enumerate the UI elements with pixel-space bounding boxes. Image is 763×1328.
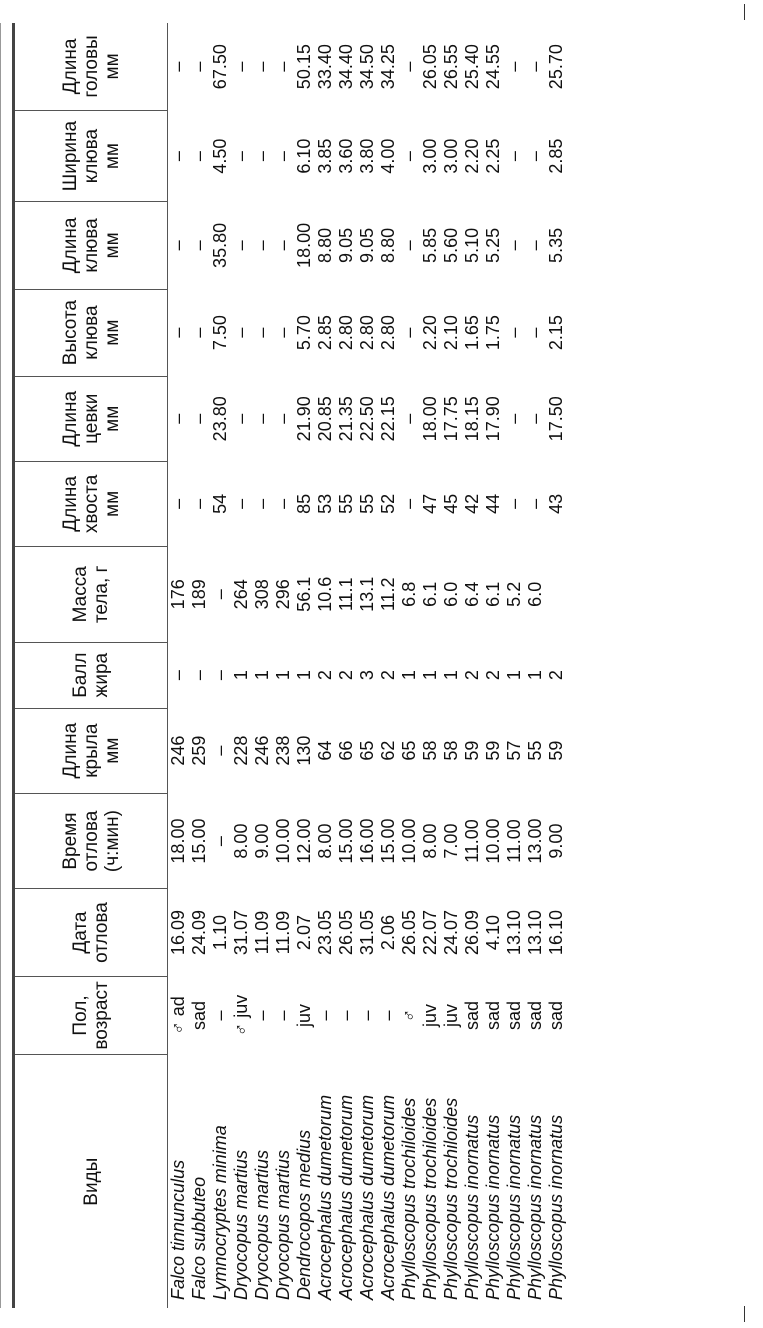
species-name-cell: Acrocephalus dumetorum: [357, 1094, 377, 1300]
species-name-cell: Dendrocopos medius: [294, 1129, 314, 1300]
value-cell: 45: [441, 493, 461, 514]
table-row: [399, 23, 420, 1308]
value-cell: sad: [546, 1000, 566, 1031]
page-edge-mark: [744, 4, 745, 20]
value-cell: –: [273, 240, 293, 251]
value-cell: –: [399, 151, 419, 162]
value-cell: 16.09: [168, 910, 188, 956]
value-cell: 2.80: [378, 315, 398, 351]
column-header: Виды: [14, 1055, 168, 1308]
column-header: Высота клюва мм: [14, 289, 168, 376]
table-row: [462, 23, 483, 1308]
value-cell: –: [525, 327, 545, 338]
species-name-cell: Phylloscopus inornatus: [504, 1114, 524, 1300]
cropped-cell: [567, 376, 581, 461]
value-cell: –: [273, 151, 293, 162]
value-cell: 17.75: [441, 396, 461, 442]
column-header: Длина головы мм: [14, 23, 168, 110]
table-row: [168, 23, 190, 1308]
value-cell: 11.2: [378, 577, 398, 612]
value-cell: –: [231, 151, 251, 162]
cropped-cell: [567, 202, 581, 289]
table-row: [420, 23, 441, 1308]
value-cell: 228: [231, 735, 251, 766]
cropped-row: [567, 23, 581, 1308]
value-cell: 25.40: [462, 44, 482, 90]
value-cell: 1: [420, 670, 440, 681]
table-row: [210, 23, 231, 1308]
value-cell: [546, 546, 567, 642]
value-cell: 1: [231, 670, 251, 681]
value-cell: 5.10: [462, 227, 482, 263]
value-cell: 3.00: [420, 138, 440, 174]
value-cell: 25.70: [546, 44, 566, 90]
value-cell: 9.00: [252, 823, 272, 859]
value-cell: 11.09: [252, 910, 272, 955]
value-cell: 24.55: [483, 44, 503, 90]
cropped-cell: [567, 708, 581, 793]
value-cell: 64: [315, 740, 335, 761]
value-cell: 15.00: [336, 818, 356, 864]
page-top-rule: [0, 23, 1, 1308]
value-cell: 53: [315, 493, 335, 514]
species-name-cell: Acrocephalus dumetorum: [336, 1094, 356, 1300]
value-cell: 1.65: [462, 315, 482, 351]
value-cell: 130: [294, 735, 314, 766]
value-cell: –: [399, 413, 419, 424]
value-cell: –: [189, 151, 209, 162]
value-cell: –: [525, 240, 545, 251]
value-cell: sad: [504, 1000, 524, 1031]
column-header: Длина крыла мм: [14, 708, 168, 793]
value-cell: 1: [441, 670, 461, 681]
value-cell: sad: [189, 1000, 209, 1031]
value-cell: 6.8: [399, 581, 419, 607]
value-cell: 1: [525, 670, 545, 681]
value-cell: 8.00: [231, 823, 251, 859]
value-cell: 15.00: [189, 818, 209, 864]
value-cell: sad: [525, 1000, 545, 1031]
value-cell: 10.6: [315, 576, 335, 612]
value-cell: 18.00: [168, 818, 188, 864]
value-cell: 22.15: [378, 396, 398, 442]
value-cell: 59: [462, 740, 482, 761]
value-cell: 259: [189, 735, 209, 766]
value-cell: –: [504, 413, 524, 424]
value-cell: 58: [420, 740, 440, 761]
value-cell: 34.50: [357, 44, 377, 90]
value-cell: 2: [462, 670, 482, 681]
value-cell: –: [399, 498, 419, 509]
value-cell: 2.20: [420, 315, 440, 351]
species-name-cell: Falco tinnunculus: [168, 1159, 188, 1300]
value-cell: 24.09: [189, 910, 209, 956]
value-cell: 8.80: [315, 227, 335, 263]
value-cell: 65: [399, 740, 419, 761]
value-cell: 67.50: [210, 44, 230, 90]
value-cell: –: [189, 670, 209, 681]
cropped-cell: [567, 23, 581, 110]
value-cell: 4.50: [210, 138, 230, 174]
value-cell: 18.15: [462, 396, 482, 442]
value-cell: ♂ ad: [168, 996, 188, 1035]
value-cell: 2: [483, 670, 503, 681]
value-cell: ♂ juv: [231, 994, 251, 1037]
value-cell: –: [189, 240, 209, 251]
value-cell: –: [504, 327, 524, 338]
value-cell: 59: [546, 740, 566, 761]
value-cell: 1: [399, 670, 419, 681]
value-cell: –: [210, 836, 230, 847]
value-cell: 47: [420, 493, 440, 514]
bird-measurements-table: [12, 23, 581, 1308]
species-name-cell: Phylloscopus trochiloides: [399, 1097, 419, 1300]
value-cell: 11.00: [462, 819, 482, 863]
cropped-cell: [567, 289, 581, 376]
value-cell: –: [252, 413, 272, 424]
value-cell: –: [504, 61, 524, 72]
value-cell: 2.15: [546, 315, 566, 351]
value-cell: 34.40: [336, 44, 356, 90]
value-cell: –: [399, 240, 419, 251]
species-name-cell: Acrocephalus dumetorum: [378, 1094, 398, 1300]
value-cell: 1: [294, 670, 314, 681]
value-cell: 13.1: [357, 576, 377, 612]
value-cell: –: [189, 413, 209, 424]
value-cell: 10.00: [483, 818, 503, 864]
value-cell: 23.80: [210, 396, 230, 442]
table-row: [504, 23, 525, 1308]
value-cell: 11.09: [273, 910, 293, 955]
value-cell: –: [189, 498, 209, 509]
value-cell: –: [231, 498, 251, 509]
value-cell: 26.55: [441, 44, 461, 90]
value-cell: 55: [525, 740, 545, 761]
value-cell: 238: [273, 735, 293, 766]
value-cell: sad: [483, 1000, 503, 1031]
value-cell: –: [168, 327, 188, 338]
value-cell: 2.10: [441, 315, 461, 351]
value-cell: 5.60: [441, 227, 461, 263]
value-cell: 6.10: [294, 138, 314, 174]
value-cell: –: [168, 670, 188, 681]
value-cell: 12.00: [294, 818, 314, 864]
value-cell: 176: [168, 579, 188, 610]
value-cell: –: [273, 1010, 293, 1021]
value-cell: 6.4: [462, 581, 482, 607]
table-row: [252, 23, 273, 1308]
value-cell: –: [168, 413, 188, 424]
value-cell: 31.05: [357, 910, 377, 956]
value-cell: 20.85: [315, 396, 335, 442]
value-cell: –: [252, 61, 272, 72]
value-cell: ♂: [399, 1008, 419, 1023]
value-cell: 1: [273, 670, 293, 681]
value-cell: 296: [273, 579, 293, 610]
value-cell: –: [189, 61, 209, 72]
value-cell: 16.00: [357, 818, 377, 864]
value-cell: 54: [210, 493, 230, 514]
value-cell: –: [525, 151, 545, 162]
cropped-cell: [567, 1055, 581, 1308]
value-cell: 2.80: [357, 315, 377, 351]
value-cell: 3: [357, 670, 377, 681]
value-cell: 13.00: [525, 818, 545, 864]
value-cell: 1.10: [210, 915, 230, 951]
column-header: Масса тела, г: [14, 546, 168, 642]
value-cell: –: [357, 1010, 377, 1021]
value-cell: –: [252, 151, 272, 162]
value-cell: 26.05: [336, 910, 356, 956]
value-cell: 59: [483, 740, 503, 761]
table-body: [168, 23, 582, 1308]
value-cell: –: [168, 151, 188, 162]
value-cell: 2: [378, 670, 398, 681]
species-name-cell: Phylloscopus trochiloides: [420, 1097, 440, 1300]
value-cell: –: [525, 498, 545, 509]
value-cell: –: [273, 413, 293, 424]
table-row: [315, 23, 336, 1308]
value-cell: 8.00: [420, 823, 440, 859]
value-cell: 2: [546, 670, 566, 681]
value-cell: 22.50: [357, 396, 377, 442]
value-cell: –: [378, 1010, 398, 1021]
table-row: [294, 23, 315, 1308]
value-cell: –: [525, 413, 545, 424]
table-header: [14, 23, 168, 1308]
value-cell: –: [504, 240, 524, 251]
column-header: Дата отлова: [14, 889, 168, 976]
value-cell: juv: [420, 1003, 440, 1027]
value-cell: 1: [252, 670, 272, 681]
value-cell: 1: [504, 670, 524, 681]
value-cell: 2.25: [483, 138, 503, 174]
value-cell: 56.1: [294, 576, 314, 612]
value-cell: 24.07: [441, 910, 461, 956]
column-header: Время отлова (ч:мин): [14, 793, 168, 889]
value-cell: 6.0: [525, 581, 545, 607]
value-cell: 57: [504, 740, 524, 761]
value-cell: 2.80: [336, 315, 356, 351]
value-cell: –: [231, 413, 251, 424]
cropped-cell: [567, 110, 581, 201]
value-cell: –: [252, 498, 272, 509]
value-cell: –: [252, 327, 272, 338]
species-name-cell: Dryocopus martius: [252, 1149, 272, 1300]
value-cell: –: [336, 1010, 356, 1021]
value-cell: 55: [357, 493, 377, 514]
table-row: [546, 23, 567, 1308]
value-cell: 11.1: [336, 577, 356, 612]
table-row: [525, 23, 546, 1308]
species-name-cell: Phylloscopus inornatus: [462, 1114, 482, 1300]
value-cell: 65: [357, 740, 377, 761]
value-cell: sad: [462, 1000, 482, 1031]
value-cell: 5.2: [504, 581, 524, 607]
species-name-cell: Lymnocryptes minima: [210, 1125, 230, 1300]
table-row: [273, 23, 294, 1308]
value-cell: 7.00: [441, 823, 461, 859]
value-cell: 264: [231, 579, 251, 610]
value-cell: 22.07: [420, 910, 440, 956]
value-cell: –: [168, 61, 188, 72]
value-cell: –: [315, 1010, 335, 1021]
value-cell: 42: [462, 493, 482, 514]
value-cell: –: [231, 61, 251, 72]
value-cell: 26.05: [420, 44, 440, 90]
cropped-cell: [567, 461, 581, 546]
column-header: Длина хвоста мм: [14, 461, 168, 546]
value-cell: –: [210, 589, 230, 600]
column-header: Балл жира: [14, 642, 168, 708]
species-name-cell: Acrocephalus dumetorum: [315, 1094, 335, 1300]
value-cell: 23.05: [315, 910, 335, 956]
value-cell: 5.25: [483, 227, 503, 263]
value-cell: 1.75: [483, 315, 503, 351]
species-name-cell: Phylloscopus trochiloides: [441, 1097, 461, 1300]
value-cell: –: [504, 498, 524, 509]
value-cell: 44: [483, 493, 503, 514]
value-cell: 5.35: [546, 227, 566, 263]
column-header: Ширина клюва мм: [14, 110, 168, 201]
species-name-cell: Dryocopus martius: [273, 1149, 293, 1300]
value-cell: 2.20: [462, 138, 482, 174]
column-header: Длина клюва мм: [14, 202, 168, 289]
value-cell: 189: [189, 579, 209, 610]
cropped-cell: [567, 889, 581, 976]
value-cell: 34.25: [378, 44, 398, 90]
value-cell: 26.09: [462, 910, 482, 956]
value-cell: –: [168, 240, 188, 251]
column-header: Длина цевки мм: [14, 376, 168, 461]
value-cell: –: [273, 327, 293, 338]
value-cell: –: [525, 61, 545, 72]
value-cell: –: [399, 327, 419, 338]
value-cell: 2: [315, 670, 335, 681]
page-edge-mark: [744, 1306, 745, 1322]
value-cell: 43: [546, 493, 566, 514]
table-row: [357, 23, 378, 1308]
value-cell: 17.50: [546, 396, 566, 442]
value-cell: –: [231, 240, 251, 251]
value-cell: 8.00: [315, 823, 335, 859]
cropped-cell: [567, 976, 581, 1055]
cropped-cell: [567, 546, 581, 642]
value-cell: –: [273, 61, 293, 72]
value-cell: 246: [252, 735, 272, 766]
table-row: [189, 23, 210, 1308]
value-cell: 6.1: [483, 581, 503, 607]
value-cell: 31.07: [231, 910, 251, 956]
species-name-cell: Phylloscopus inornatus: [525, 1114, 545, 1300]
value-cell: 3.60: [336, 138, 356, 174]
table-row: [231, 23, 252, 1308]
species-name-cell: Phylloscopus inornatus: [483, 1114, 503, 1300]
value-cell: 55: [336, 493, 356, 514]
value-cell: –: [210, 745, 230, 756]
value-cell: 15.00: [378, 818, 398, 864]
value-cell: 8.80: [378, 227, 398, 263]
value-cell: juv: [294, 1003, 314, 1027]
value-cell: 3.85: [315, 138, 335, 174]
value-cell: 2.06: [378, 915, 398, 951]
value-cell: –: [273, 498, 293, 509]
value-cell: 17.90: [483, 396, 503, 442]
value-cell: 5.85: [420, 227, 440, 263]
value-cell: 13.10: [504, 910, 524, 956]
value-cell: 10.00: [399, 818, 419, 864]
value-cell: 6.1: [420, 581, 440, 607]
value-cell: 2.07: [294, 915, 314, 951]
value-cell: –: [252, 1010, 272, 1021]
value-cell: 11.00: [504, 819, 524, 863]
value-cell: 52: [378, 493, 398, 514]
species-name-cell: Falco subbuteo: [189, 1176, 209, 1300]
value-cell: –: [231, 327, 251, 338]
column-header: Пол, возраст: [14, 976, 168, 1055]
cropped-cell: [567, 642, 581, 708]
value-cell: 9.00: [546, 823, 566, 859]
value-cell: 21.35: [336, 396, 356, 442]
cropped-cell: [567, 793, 581, 889]
value-cell: 5.70: [294, 315, 314, 351]
value-cell: 3.80: [357, 138, 377, 174]
species-name-cell: Dryocopus martius: [231, 1149, 251, 1300]
value-cell: 58: [441, 740, 461, 761]
value-cell: 7.50: [210, 315, 230, 351]
value-cell: 18.00: [294, 222, 314, 268]
value-cell: 9.05: [357, 227, 377, 263]
value-cell: 308: [252, 579, 272, 610]
value-cell: 2: [336, 670, 356, 681]
value-cell: juv: [441, 1003, 461, 1027]
value-cell: 6.0: [441, 581, 461, 607]
table-row: [378, 23, 399, 1308]
value-cell: 4.00: [378, 138, 398, 174]
value-cell: –: [168, 498, 188, 509]
value-cell: 62: [378, 740, 398, 761]
value-cell: 2.85: [546, 138, 566, 174]
value-cell: 18.00: [420, 396, 440, 442]
value-cell: 9.05: [336, 227, 356, 263]
value-cell: 35.80: [210, 222, 230, 268]
value-cell: –: [210, 670, 230, 681]
value-cell: –: [504, 151, 524, 162]
value-cell: 33.40: [315, 44, 335, 90]
value-cell: 13.10: [525, 910, 545, 956]
value-cell: 2.85: [315, 315, 335, 351]
value-cell: –: [252, 240, 272, 251]
table-row: [441, 23, 462, 1308]
species-name-cell: Phylloscopus inornatus: [546, 1114, 566, 1300]
value-cell: 16.10: [546, 910, 566, 956]
table-row: [483, 23, 504, 1308]
value-cell: 66: [336, 740, 356, 761]
value-cell: 26.05: [399, 910, 419, 956]
value-cell: –: [189, 327, 209, 338]
table-row: [336, 23, 357, 1308]
value-cell: 21.90: [294, 396, 314, 442]
value-cell: 10.00: [273, 818, 293, 864]
value-cell: 3.00: [441, 138, 461, 174]
value-cell: 85: [294, 493, 314, 514]
value-cell: 50.15: [294, 44, 314, 90]
value-cell: –: [399, 61, 419, 72]
value-cell: 4.10: [483, 915, 503, 951]
value-cell: 246: [168, 735, 188, 766]
value-cell: –: [210, 1010, 230, 1021]
